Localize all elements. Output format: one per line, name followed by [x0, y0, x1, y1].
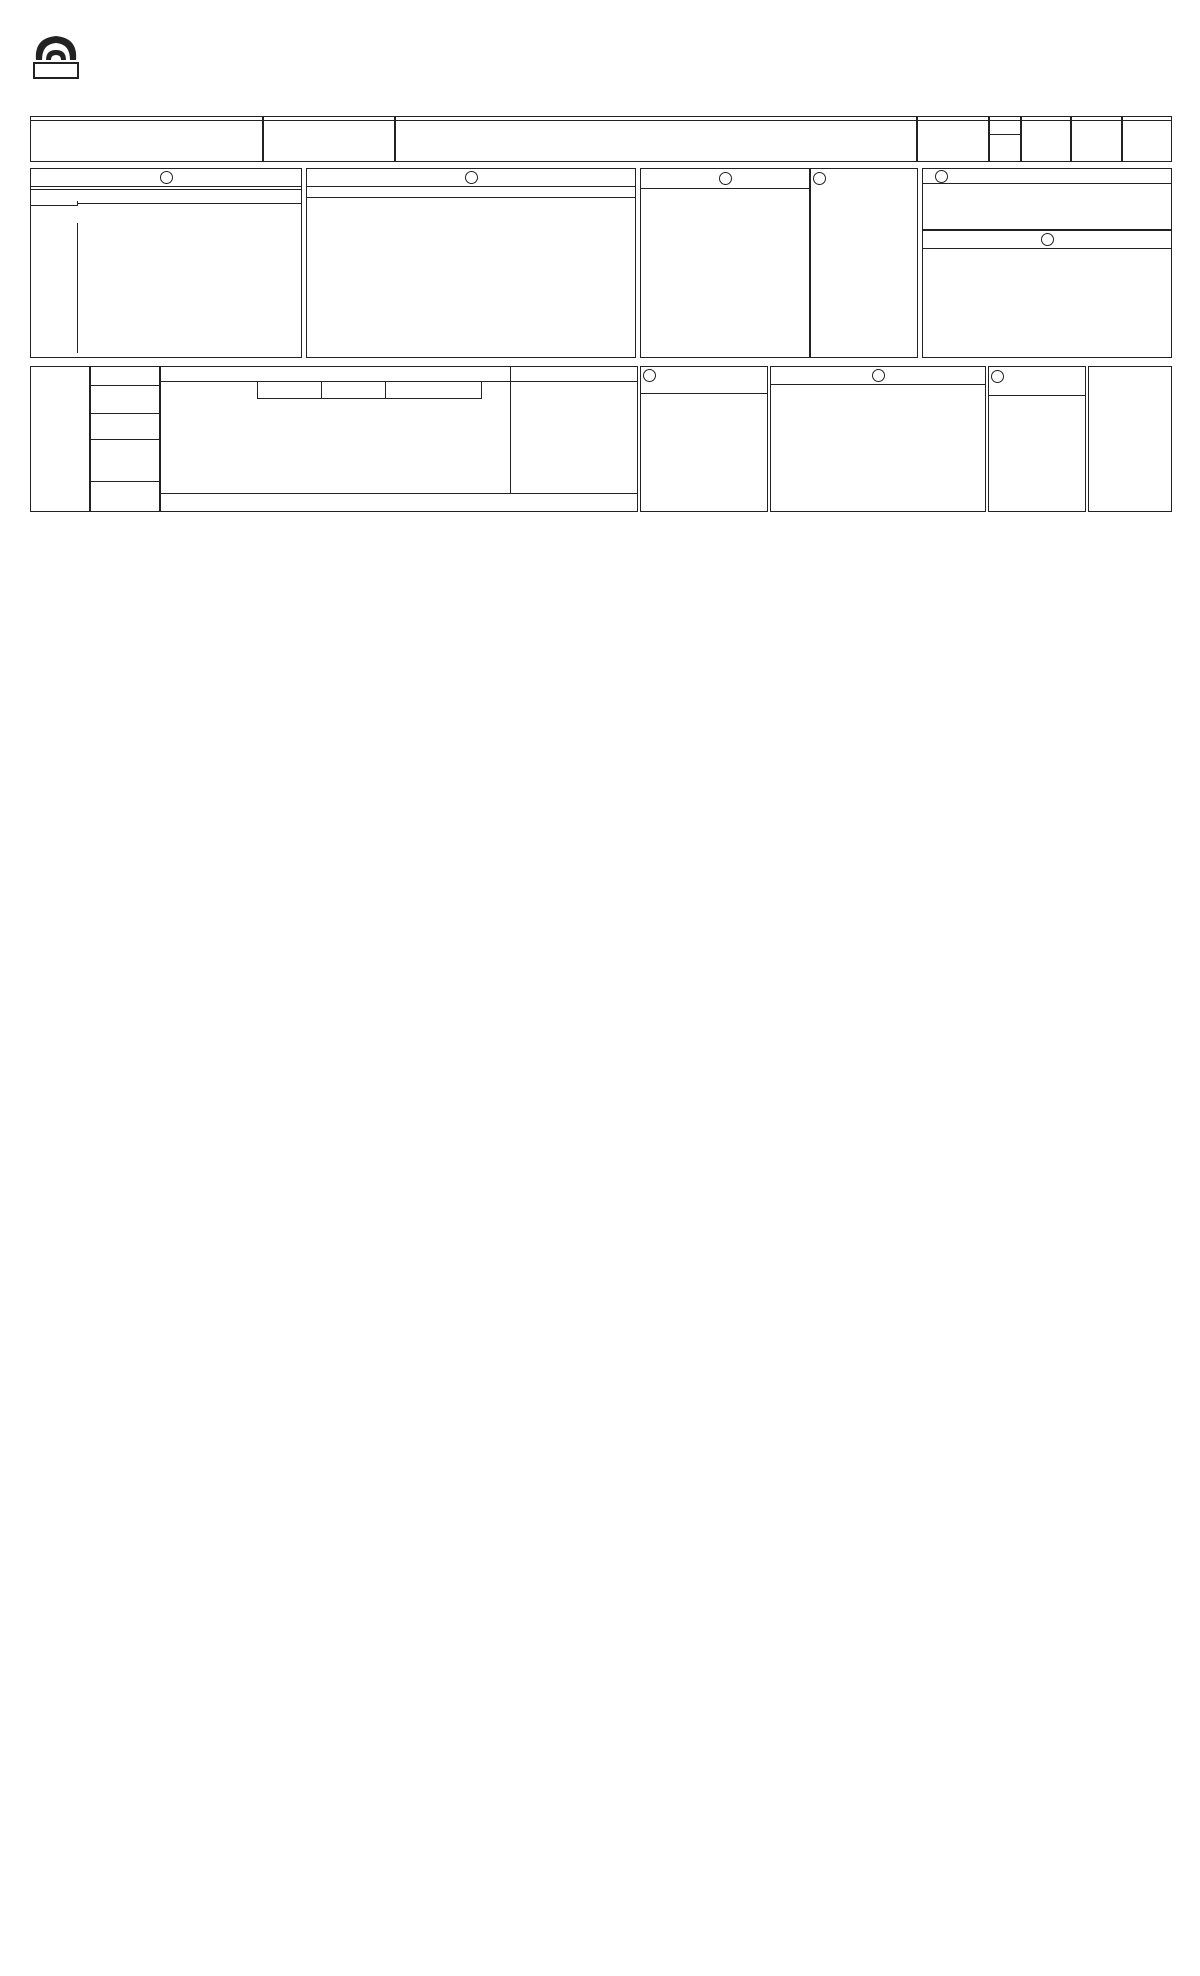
- grid-header-measures: [90, 366, 160, 512]
- otros-componentes-panel: [640, 366, 768, 512]
- anio-field[interactable]: [1122, 116, 1172, 162]
- servicio-field[interactable]: [263, 116, 395, 162]
- salud-trabajo-panel: [770, 366, 986, 512]
- planificacion-familiar-panel: [306, 168, 636, 358]
- grid-column-numbers: [161, 495, 639, 511]
- grid-column-headers: [161, 381, 639, 493]
- promocion-salud-panel: [30, 168, 302, 358]
- prestador-field[interactable]: [395, 116, 917, 162]
- numero-dosis-panel: [810, 168, 918, 358]
- otras-detecciones-panel: [922, 230, 1172, 358]
- vigilancia-materna-panel: [922, 168, 1172, 230]
- lugar-accidente-panel: [988, 366, 1086, 512]
- grid-header-left: [30, 366, 90, 512]
- unidad-medica-field[interactable]: [30, 116, 263, 162]
- mes-field[interactable]: [1071, 116, 1122, 162]
- consultorio-field[interactable]: [917, 116, 989, 162]
- imss-logo: [30, 30, 82, 82]
- dia-field[interactable]: [1021, 116, 1071, 162]
- grid-header-columns: [160, 366, 638, 512]
- codificacion-panel: [1088, 366, 1172, 512]
- promocion-numbers: [31, 223, 78, 353]
- turno-field[interactable]: [989, 116, 1021, 162]
- turno-m[interactable]: [990, 131, 1020, 135]
- vacuna-aplicada-panel: [640, 168, 810, 358]
